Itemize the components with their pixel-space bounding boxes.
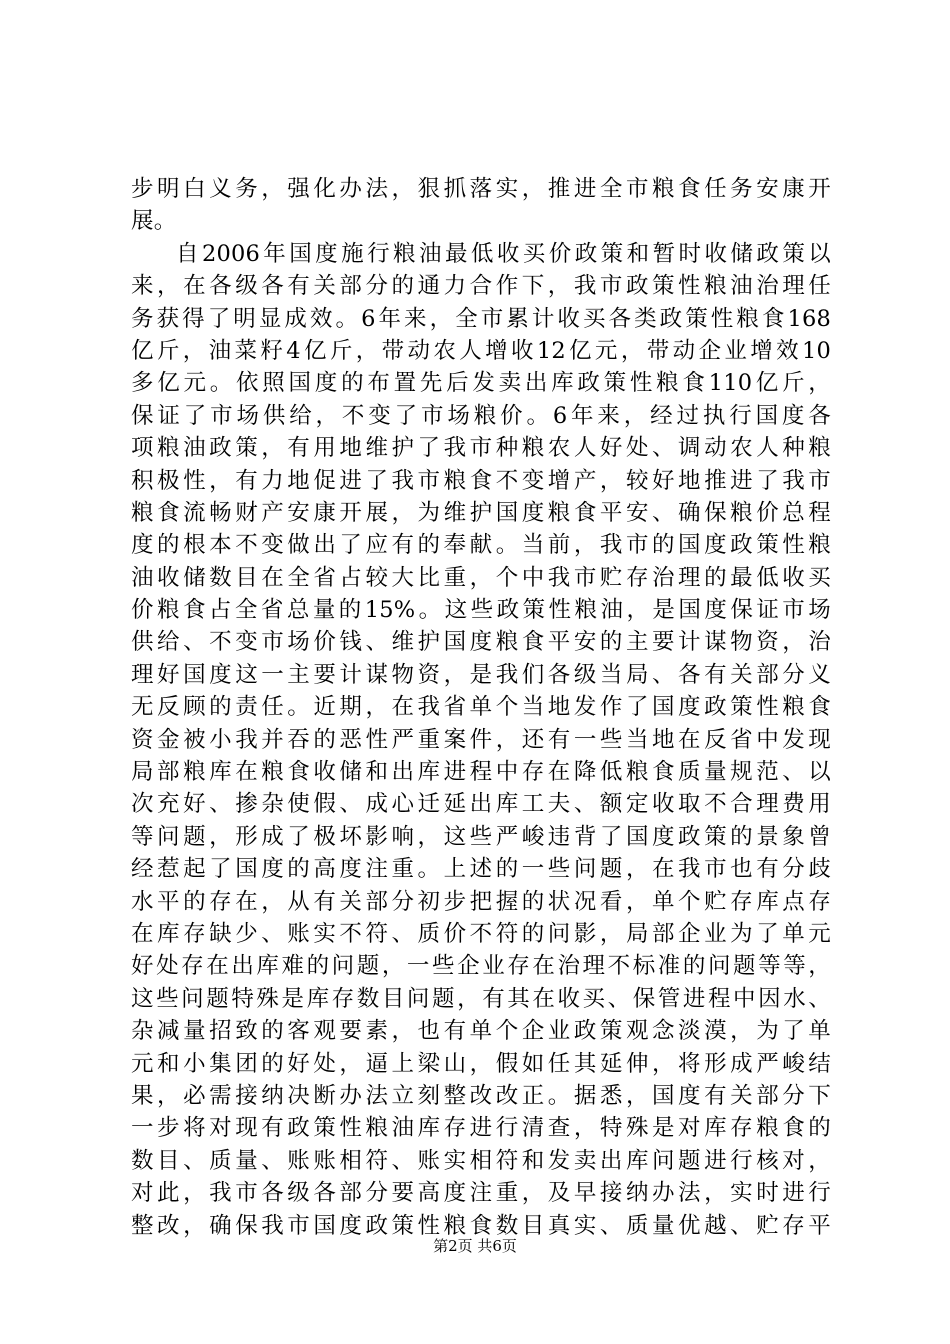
text-line: 积极性，有力地促进了我市粮食不变增产，较好地推进了我市 xyxy=(131,467,831,494)
text-line: 一步将对现有政策性粮油库存进行清查，特殊是对库存粮食的 xyxy=(131,1115,831,1142)
text-line: 元和小集团的好处，逼上梁山，假如任其延伸，将形成严峻结 xyxy=(131,1050,831,1077)
text-line: 经惹起了国度的高度注重。上述的一些问题，在我市也有分歧 xyxy=(131,856,831,883)
text-line: 杂减量招致的客观要素，也有单个企业政策观念淡漠，为了单 xyxy=(131,1018,831,1045)
text-line: 等问题，形成了极坏影响，这些严峻违背了国度政策的景象曾 xyxy=(131,823,831,850)
text-line: 多亿元。依照国度的布置先后发卖出库政策性粮食110亿斤， xyxy=(131,370,831,397)
paragraph xyxy=(131,173,831,238)
text-line: 来，在各级各有关部分的通力合作下，我市政策性粮油治理任 xyxy=(131,273,831,300)
text-line: 供给、不变市场价钱、维护国度粮食平安的主要计谋物资，治 xyxy=(131,629,831,656)
text-line: 无反顾的责任。近期，在我省单个当地发作了国度政策性粮食 xyxy=(131,694,831,721)
text-line: 步明白义务，强化办法，狠抓落实，推进全市粮食任务安康开 xyxy=(131,176,831,202)
text-line: 自2006年国度施行粮油最低收买价政策和暂时收储政策以 xyxy=(176,240,831,267)
text-line: 项粮油政策，有用地维护了我市种粮农人好处、调动农人种粮 xyxy=(131,435,831,462)
text-line: 展。 xyxy=(131,208,177,235)
text-line: 数目、质量、账账相符、账实相符和发卖出库问题进行核对， xyxy=(131,1147,831,1174)
document-body xyxy=(131,173,831,1242)
paragraph xyxy=(131,238,831,1242)
text-line: 次充好、掺杂使假、成心迁延出库工夫、额定收取不合理费用 xyxy=(131,791,831,818)
text-line: 在库存缺少、账实不符、质价不符的问影，局部企业为了单元 xyxy=(131,920,831,947)
text-line: 果，必需接纳决断办法立刻整改改正。据悉，国度有关部分下 xyxy=(131,1082,831,1109)
text-line: 对此，我市各级各部分要高度注重，及早接纳办法，实时进行 xyxy=(131,1180,831,1207)
text-line: 理好国度这一主要计谋物资，是我们各级当局、各有关部分义 xyxy=(131,661,831,688)
text-line: 度的根本不变做出了应有的奉献。当前，我市的国度政策性粮 xyxy=(131,532,831,559)
text-line: 保证了市场供给，不变了市场粮价。6年来，经过执行国度各 xyxy=(131,402,831,429)
text-line: 这些问题特殊是库存数目问题，有其在收买、保管进程中因水、 xyxy=(131,985,831,1012)
text-line: 水平的存在，从有关部分初步把握的状况看，单个贮存库点存 xyxy=(131,888,831,915)
text-line: 好处存在出库难的问题，一些企业存在治理不标准的问题等等， xyxy=(131,953,831,980)
text-line: 粮食流畅财产安康开展，为维护国度粮食平安、确保粮价总程 xyxy=(131,499,831,526)
page-footer: 第2页 共6页 xyxy=(433,1237,517,1255)
text-line: 务获得了明显成效。6年来，全市累计收买各类政策性粮食168 xyxy=(131,305,831,332)
text-line: 局部粮库在粮食收储和出库进程中存在降低粮食质量规范、以 xyxy=(131,759,831,786)
text-line: 亿斤，油菜籽4亿斤，带动农人增收12亿元，带动企业增效10 xyxy=(131,337,831,364)
text-line: 整改，确保我市国度政策性粮食数目真实、质量优越、贮存平 xyxy=(131,1212,831,1239)
text-line: 价粮食占全省总量的15%。这些政策性粮油，是国度保证市场 xyxy=(131,597,831,624)
text-line: 资金被小我并吞的恶性严重案件，还有一些当地在反省中发现 xyxy=(131,726,831,753)
text-line: 油收储数目在全省占较大比重，个中我市贮存治理的最低收买 xyxy=(131,564,831,591)
